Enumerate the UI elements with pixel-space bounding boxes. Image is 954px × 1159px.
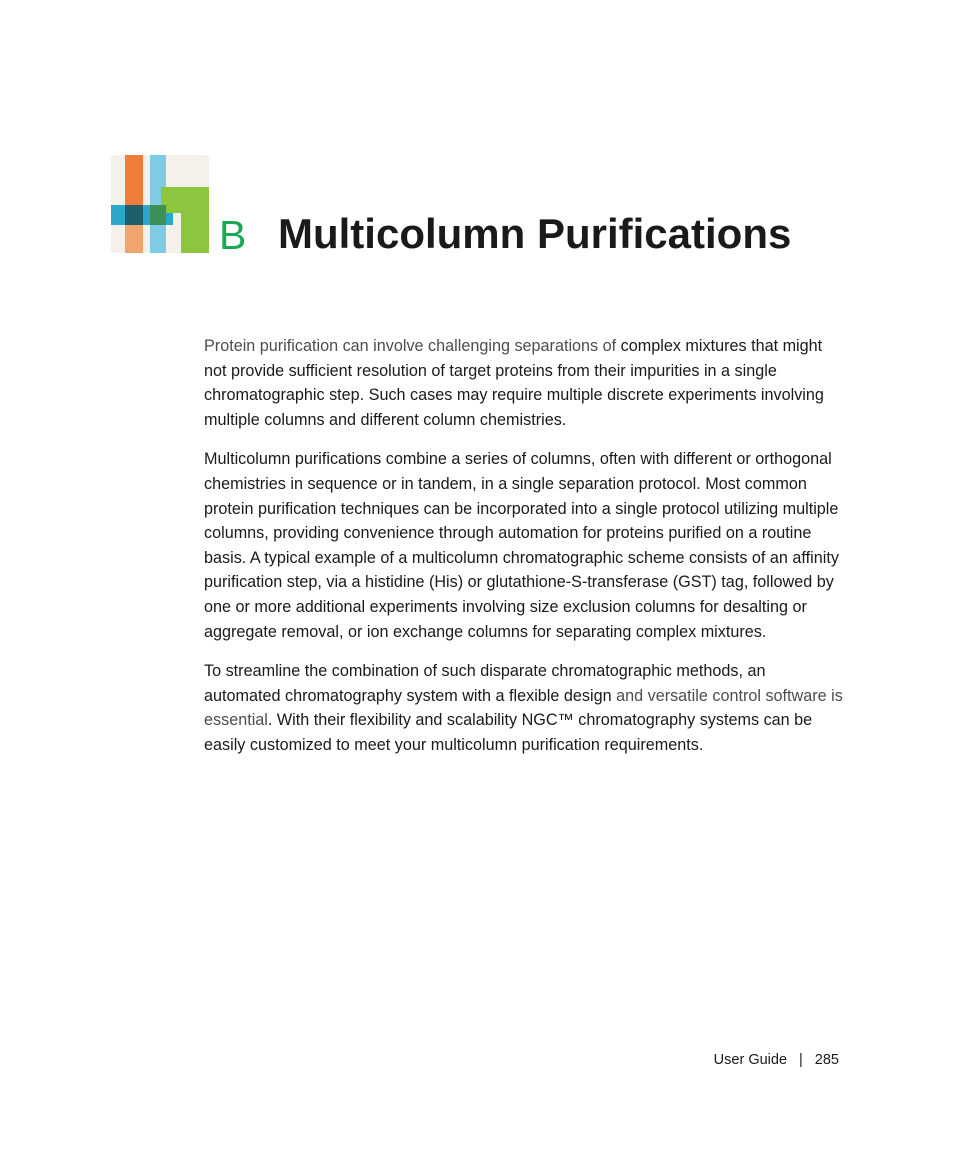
- paragraph-3: [204, 659, 844, 757]
- paragraph-3-a: To streamline the combination of such disparate chromatographic methods, an automated chromatography system with a flexible design: [204, 662, 766, 705]
- paragraph-3-muted: and versatile control software is essential: [204, 686, 843, 730]
- chapter-letter: B: [219, 212, 247, 258]
- paragraph-1: [204, 334, 844, 432]
- page-title: Multicolumn Purifications: [278, 210, 792, 257]
- page-number: 285: [814, 1052, 839, 1068]
- footer-separator: |: [799, 1052, 803, 1068]
- page-footer: [714, 1052, 839, 1068]
- footer-guide-label: User Guide: [713, 1052, 788, 1068]
- paragraph-2: Multicolumn purifications combine a series of columns, often with different or orthogonal chemistries in sequence or in tandem, in a single separation protocol. Most common protein purification techniques can be incorporated into a single protocol utilizing multiple columns, providing convenience through automation for proteins purified on a routine basis. A typical example of a multicolumn chromatographic scheme consists of an affinity purification step, via a histidine (His) or glutathione-S-transferase (GST) tag, followed by one or more additional experiments involving size exclusion columns for desalting or aggregate removal, or ion exchange columns for separating complex mixtures.: [204, 450, 839, 641]
- body-text: [204, 334, 844, 773]
- paragraph-1-rest: complex mixtures that might not provide sufficient resolution of target proteins from their impurities in a single chromatographic step. Such cases may require multiple discrete experiments involving multiple columns and different column chemistries.: [204, 337, 824, 429]
- chapter-logo-icon: [111, 155, 209, 253]
- paragraph-3-b: . With their flexibility and scalability NGC™ chromatography systems can be easily customized to meet your multicolumn purification requirements.: [204, 711, 813, 754]
- paragraph-1-muted: Protein purification can involve challenging separations of: [204, 337, 617, 355]
